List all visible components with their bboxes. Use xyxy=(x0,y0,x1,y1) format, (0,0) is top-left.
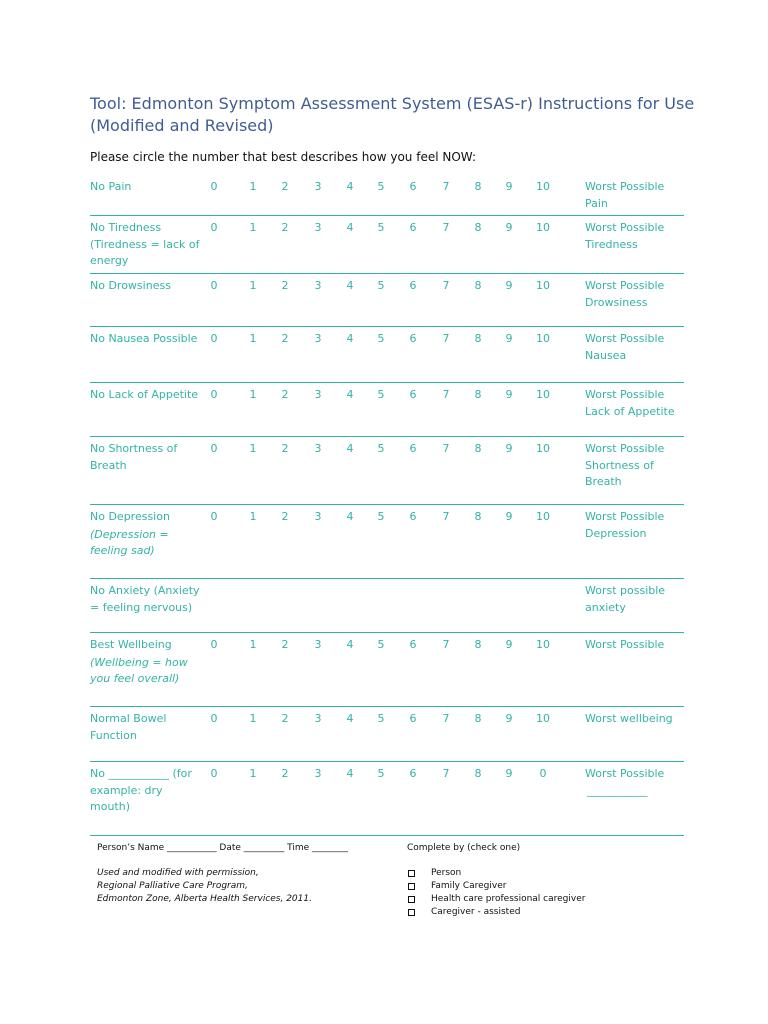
scale-number[interactable]: 2 xyxy=(281,767,289,780)
symptom-min-text: No ___________ (for example: dry mouth) xyxy=(90,767,192,813)
symptom-max-text: Worst Possible Pain xyxy=(585,180,665,210)
symptom-min-label xyxy=(90,387,202,404)
symptom-max-label xyxy=(585,637,685,654)
symptom-max-label xyxy=(585,583,685,616)
option-label: Person xyxy=(431,868,462,878)
scale-number[interactable]: 2 xyxy=(281,279,289,292)
scale-number[interactable]: 1 xyxy=(249,279,257,292)
scale-number[interactable]: 1 xyxy=(249,767,257,780)
scale-number[interactable]: 5 xyxy=(377,442,385,455)
symptom-max-label xyxy=(585,387,685,420)
scale-number[interactable]: 9 xyxy=(505,510,513,523)
scale-number[interactable]: 0 xyxy=(210,638,218,651)
scale-number[interactable]: 2 xyxy=(281,221,289,234)
symptom-max-label xyxy=(585,179,685,212)
scale-number[interactable]: 3 xyxy=(314,638,322,651)
credit-line: Used and modified with permission, xyxy=(97,868,259,878)
scale-number[interactable]: 10 xyxy=(536,442,550,455)
checkbox-icon[interactable] xyxy=(408,870,415,877)
scale-number[interactable]: 5 xyxy=(377,712,385,725)
scale-number[interactable]: 6 xyxy=(409,712,417,725)
title-line-2: (Modified and Revised) xyxy=(90,116,274,135)
scale-number[interactable]: 6 xyxy=(409,332,417,345)
symptom-definition: (Wellbeing = how you feel overall) xyxy=(90,655,188,685)
checkbox-icon[interactable] xyxy=(408,909,415,916)
symptom-min-text: No Depression xyxy=(90,510,170,523)
scale-number[interactable]: 0 xyxy=(210,712,218,725)
symptom-definition: (Depression = feeling sad) xyxy=(90,527,169,557)
option-label: Family Caregiver xyxy=(431,881,507,891)
scale-number[interactable]: 3 xyxy=(314,221,322,234)
scale-number[interactable]: 9 xyxy=(505,712,513,725)
scale-number[interactable]: 2 xyxy=(281,712,289,725)
symptom-max-label xyxy=(585,766,685,799)
instruction-text: Please circle the number that best describes how you feel NOW: xyxy=(90,150,476,164)
scale-number[interactable]: 0 xyxy=(210,442,218,455)
scale-number[interactable]: 4 xyxy=(346,332,354,345)
scale-number[interactable]: 1 xyxy=(249,638,257,651)
symptom-row xyxy=(90,707,684,762)
scale-number[interactable]: 10 xyxy=(536,510,550,523)
symptom-min-text: No Anxiety (Anxiety = feeling nervous) xyxy=(90,584,200,614)
person-fields: Person’s Name ___________ Date _________ Time ________ xyxy=(97,843,349,853)
scale-number[interactable]: 2 xyxy=(281,510,289,523)
scale-number[interactable]: 8 xyxy=(474,332,482,345)
scale-number[interactable]: 6 xyxy=(409,388,417,401)
scale-number[interactable]: 2 xyxy=(281,442,289,455)
scale-number[interactable]: 4 xyxy=(346,279,354,292)
scale-number[interactable]: 5 xyxy=(377,221,385,234)
scale-number[interactable]: 7 xyxy=(442,279,450,292)
symptom-min-text: No Pain xyxy=(90,180,132,193)
scale-number[interactable]: 8 xyxy=(474,221,482,234)
symptom-min-label xyxy=(90,441,202,474)
scale-number[interactable]: 3 xyxy=(314,332,322,345)
symptom-row xyxy=(90,633,684,707)
blank-line: ___________ xyxy=(587,783,648,797)
scale-number[interactable]: 8 xyxy=(474,279,482,292)
symptom-max-label xyxy=(585,441,685,491)
scale-number[interactable]: 6 xyxy=(409,442,417,455)
scale-number[interactable]: 2 xyxy=(281,332,289,345)
title-line-1: Tool: Edmonton Symptom Assessment System (ESAS-r) Instructions for Use xyxy=(90,94,695,113)
scale-number[interactable]: 8 xyxy=(474,712,482,725)
option-caregiver-assisted[interactable] xyxy=(407,906,585,919)
scale-number[interactable]: 1 xyxy=(249,510,257,523)
scale-number[interactable]: 8 xyxy=(474,180,482,193)
scale-number[interactable]: 9 xyxy=(505,388,513,401)
scale-number[interactable]: 2 xyxy=(281,388,289,401)
scale-number[interactable]: 7 xyxy=(442,442,450,455)
symptom-max-text: Worst possible anxiety xyxy=(585,584,666,614)
scale-number[interactable]: 7 xyxy=(442,221,450,234)
symptom-max-text: Worst Possible Lack of Appetite xyxy=(585,388,675,418)
scale-number[interactable]: 5 xyxy=(377,638,385,651)
scale-number[interactable]: 8 xyxy=(474,442,482,455)
scale-number[interactable]: 3 xyxy=(314,510,322,523)
scale-number[interactable]: 9 xyxy=(505,332,513,345)
scale-number[interactable]: 5 xyxy=(377,332,385,345)
symptom-min-label xyxy=(90,766,202,816)
scale-number[interactable]: 4 xyxy=(346,510,354,523)
symptom-min-label xyxy=(90,711,202,744)
scale-number[interactable]: 10 xyxy=(536,221,550,234)
scale-number[interactable]: 4 xyxy=(346,442,354,455)
scale-number[interactable]: 6 xyxy=(409,279,417,292)
scale-number[interactable]: 0 xyxy=(210,388,218,401)
scale-number[interactable]: 5 xyxy=(377,279,385,292)
scale-number[interactable]: 9 xyxy=(505,221,513,234)
symptom-max-label xyxy=(585,220,685,253)
symptom-min-label xyxy=(90,278,202,295)
symptom-min-text: Best Wellbeing xyxy=(90,638,172,651)
symptom-min-label xyxy=(90,179,202,196)
option-label: Caregiver - assisted xyxy=(431,907,521,917)
scale-number[interactable]: 6 xyxy=(409,767,417,780)
scale-number[interactable]: 6 xyxy=(409,221,417,234)
scale-number[interactable]: 4 xyxy=(346,388,354,401)
scale-number[interactable]: 6 xyxy=(409,510,417,523)
scale-number[interactable]: 3 xyxy=(314,180,322,193)
symptom-row xyxy=(90,327,684,383)
symptom-row xyxy=(90,175,684,216)
scale-number[interactable]: 1 xyxy=(249,180,257,193)
symptom-min-text: No Lack of Appetite xyxy=(90,388,199,401)
scale-number[interactable]: 4 xyxy=(346,221,354,234)
symptom-min-label xyxy=(90,637,202,688)
scale-number[interactable]: 8 xyxy=(474,510,482,523)
scale-number[interactable]: 4 xyxy=(346,767,354,780)
scale-number[interactable]: 1 xyxy=(249,221,257,234)
scale-number[interactable]: 10 xyxy=(536,279,550,292)
option-health-care-professional[interactable] xyxy=(407,893,585,906)
symptom-min-text: Normal Bowel Function xyxy=(90,712,167,742)
symptom-max-text: Worst Possible xyxy=(585,638,665,651)
option-label: Health care professional caregiver xyxy=(431,894,586,904)
symptom-max-text: Worst Possible Depression xyxy=(585,510,665,540)
option-family-caregiver[interactable] xyxy=(407,880,585,893)
symptom-max-text: Worst Possible xyxy=(585,767,665,780)
scale-number[interactable]: 1 xyxy=(249,332,257,345)
completer-options xyxy=(407,867,585,919)
scale-number[interactable]: 7 xyxy=(442,712,450,725)
symptom-table xyxy=(90,175,684,836)
scale-number[interactable]: 10 xyxy=(536,388,550,401)
scale-number[interactable]: 3 xyxy=(314,388,322,401)
symptom-max-label xyxy=(585,509,685,542)
symptom-row xyxy=(90,505,684,579)
scale-number[interactable]: 3 xyxy=(314,767,322,780)
scale-number[interactable]: 10 xyxy=(536,332,550,345)
scale-number[interactable]: 10 xyxy=(536,712,550,725)
scale-number[interactable]: 2 xyxy=(281,638,289,651)
symptom-min-text: No Tiredness (Tiredness = lack of energy xyxy=(90,221,200,267)
scale-number[interactable]: 3 xyxy=(314,712,322,725)
scale-number[interactable]: 0 xyxy=(539,767,547,780)
scale-number[interactable]: 1 xyxy=(249,712,257,725)
scale-number[interactable]: 10 xyxy=(536,638,550,651)
scale-number[interactable]: 7 xyxy=(442,767,450,780)
scale-number[interactable]: 5 xyxy=(377,388,385,401)
scale-number[interactable]: 1 xyxy=(249,388,257,401)
credit-text xyxy=(97,867,312,906)
symptom-max-text: Worst Possible Shortness of Breath xyxy=(585,442,665,488)
symptom-min-label xyxy=(90,509,202,560)
scale-number[interactable]: 0 xyxy=(210,767,218,780)
symptom-row xyxy=(90,216,684,274)
scale-number[interactable]: 7 xyxy=(442,332,450,345)
scale-number[interactable]: 3 xyxy=(314,442,322,455)
complete-by-label: Complete by (check one) xyxy=(407,843,521,853)
checkbox-icon[interactable] xyxy=(408,883,415,890)
scale-number[interactable]: 9 xyxy=(505,638,513,651)
symptom-min-label xyxy=(90,583,202,616)
scale-number[interactable]: 9 xyxy=(505,442,513,455)
scale-number[interactable]: 5 xyxy=(377,180,385,193)
symptom-min-text: No Nausea Possible xyxy=(90,332,198,345)
symptom-min-label xyxy=(90,220,202,270)
symptom-max-text: Worst Possible Drowsiness xyxy=(585,279,665,309)
scale-number[interactable]: 4 xyxy=(346,712,354,725)
scale-number[interactable]: 9 xyxy=(505,767,513,780)
scale-number[interactable]: 4 xyxy=(346,638,354,651)
option-person[interactable] xyxy=(407,867,585,880)
symptom-max-label xyxy=(585,331,685,364)
scale-number[interactable]: 7 xyxy=(442,180,450,193)
symptom-max-label xyxy=(585,711,685,728)
symptom-min-label xyxy=(90,331,202,348)
symptom-max-label xyxy=(585,278,685,311)
scale-number[interactable]: 6 xyxy=(409,180,417,193)
scale-number[interactable]: 9 xyxy=(505,180,513,193)
scale-number[interactable]: 6 xyxy=(409,638,417,651)
symptom-row xyxy=(90,437,684,505)
credit-line: Edmonton Zone, Alberta Health Services, 2011. xyxy=(97,894,312,904)
page-title xyxy=(90,93,695,137)
symptom-min-text: No Shortness of Breath xyxy=(90,442,178,472)
symptom-min-text: No Drowsiness xyxy=(90,279,171,292)
checkbox-icon[interactable] xyxy=(408,896,415,903)
symptom-row xyxy=(90,579,684,633)
scale-number[interactable]: 5 xyxy=(377,767,385,780)
scale-number[interactable]: 8 xyxy=(474,388,482,401)
symptom-max-text: Worst wellbeing xyxy=(585,712,673,725)
scale-number[interactable]: 0 xyxy=(210,510,218,523)
scale-number[interactable]: 1 xyxy=(249,442,257,455)
scale-number[interactable]: 7 xyxy=(442,510,450,523)
scale-number[interactable]: 4 xyxy=(346,180,354,193)
scale-number[interactable]: 0 xyxy=(210,332,218,345)
scale-number[interactable]: 2 xyxy=(281,180,289,193)
scale-number[interactable]: 8 xyxy=(474,638,482,651)
symptom-row xyxy=(90,762,684,836)
symptom-row xyxy=(90,383,684,437)
scale-number[interactable]: 9 xyxy=(505,279,513,292)
credit-line: Regional Palliative Care Program, xyxy=(97,881,248,891)
scale-number[interactable]: 8 xyxy=(474,767,482,780)
symptom-max-text: Worst Possible Nausea xyxy=(585,332,665,362)
scale-number[interactable]: 10 xyxy=(536,180,550,193)
scale-number[interactable]: 0 xyxy=(210,180,218,193)
scale-number[interactable]: 5 xyxy=(377,510,385,523)
scale-number[interactable]: 7 xyxy=(442,638,450,651)
scale-number[interactable]: 7 xyxy=(442,388,450,401)
symptom-row xyxy=(90,274,684,327)
scale-number[interactable]: 3 xyxy=(314,279,322,292)
scale-number[interactable]: 0 xyxy=(210,221,218,234)
symptom-max-text: Worst Possible Tiredness xyxy=(585,221,665,251)
scale-number[interactable]: 0 xyxy=(210,279,218,292)
